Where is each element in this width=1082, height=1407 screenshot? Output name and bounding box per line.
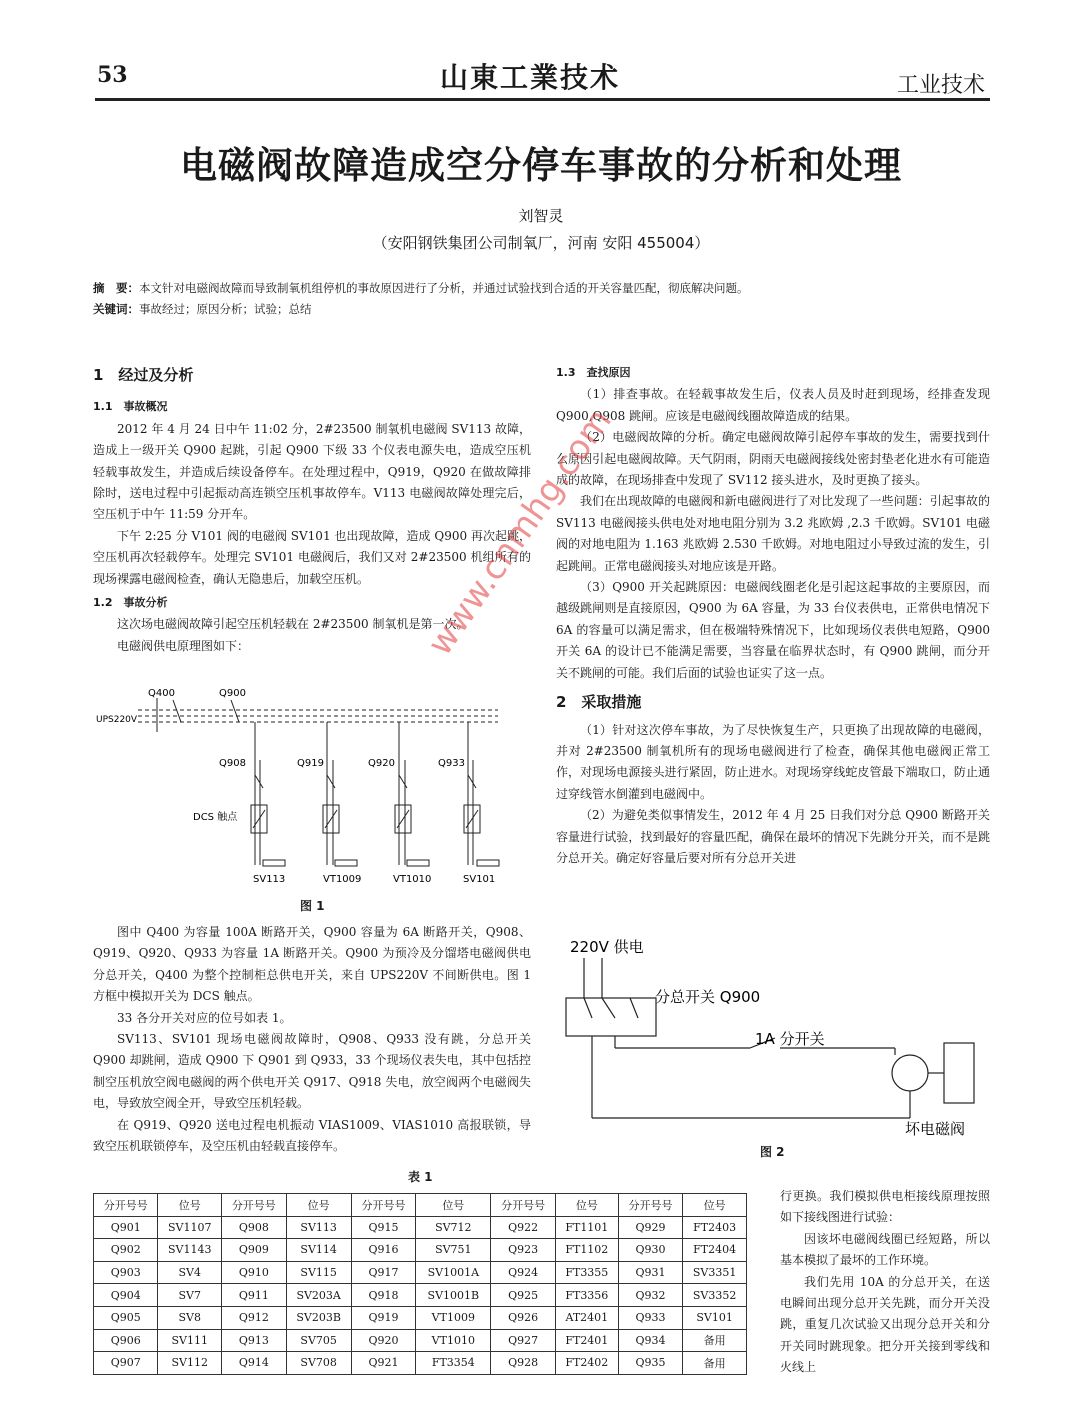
- table-row: [94, 1261, 747, 1284]
- table-cell: Q913: [222, 1329, 286, 1352]
- table-header-cell: 位号: [555, 1194, 618, 1217]
- paragraph: 下午 2:25 分 V101 阀的电磁阀 SV101 也出现故障，造成 Q900 再次起跳，空压机再次轻载停车。处理完 SV101 电磁阀后，我们又对 2#23500 机组所有的现场裸露电磁阀检查，确认无隐患后，加载空压机。: [93, 528, 531, 586]
- table-cell: Q934: [618, 1329, 682, 1352]
- paragraph: 行更换。我们模拟供电柜接线原理按照如下接线图进行试验：: [780, 1189, 990, 1225]
- table-cell: SV8: [158, 1306, 222, 1329]
- table-cell: Q928: [491, 1352, 555, 1375]
- table-header-cell: 分开号号: [351, 1194, 415, 1217]
- table-header-cell: 分开号号: [491, 1194, 555, 1217]
- table-header-cell: 位号: [158, 1194, 222, 1217]
- page-number: 53: [97, 62, 128, 88]
- valve-label: SV113: [253, 874, 286, 885]
- paragraph: 33 各分开关对应的位号如表 1。: [117, 1010, 292, 1025]
- table-cell: SV203B: [286, 1306, 351, 1329]
- table-cell: SV1107: [158, 1216, 222, 1239]
- main-switch-label: 分总开关 Q900: [655, 988, 761, 1006]
- table-cell: SV1001A: [416, 1261, 491, 1284]
- table-cell: SV114: [286, 1239, 351, 1262]
- section-1-2-heading: 1.2 事故分析: [93, 596, 168, 610]
- table-row: [94, 1352, 747, 1375]
- table-row: [94, 1284, 747, 1307]
- table-cell: SV4: [158, 1261, 222, 1284]
- table-cell: Q919: [351, 1306, 415, 1329]
- table-cell: Q929: [618, 1216, 682, 1239]
- paragraph: 我们在出现故障的电磁阀和新电磁阀进行了对比发现了一些问题：引起事故的 SV113 电磁阀接头供电处对地电阻分别为 3.2 兆欧姆 ,2.3 千欧姆。SV101 电磁阀的对地电阻为 1.163 兆欧姆 2.530 千欧姆。对地电阻过小导致过流的发生，引起跳闸。正常电磁阀接头对地应该是开路。: [556, 494, 990, 573]
- valve-label: SV101: [463, 874, 496, 885]
- table-cell: SV708: [286, 1352, 351, 1375]
- table-cell: Q911: [222, 1284, 286, 1307]
- table-cell: SV712: [416, 1216, 491, 1239]
- table-cell: Q920: [351, 1329, 415, 1352]
- author: 刘智灵: [518, 207, 564, 225]
- table-cell: Q933: [618, 1306, 682, 1329]
- paragraph: 这次场电磁阀故障引起空压机轻载在 2#23500 制氧机是第一次。: [117, 617, 469, 632]
- journal-name: 山東工業技术: [440, 61, 621, 94]
- table-cell: FT3356: [555, 1284, 618, 1307]
- paragraph: 图中 Q400 为容量 100A 断路开关，Q900 容量为 6A 断路开关，Q908、Q919、Q920、Q933 为容量 1A 断路开关。Q900 为预冷及分馏塔电磁阀供电分总开关，Q400 为整个控制柜总供电开关，来自 UPS220V 不间断供电。图 1 方框中模拟开关为 DCS 触点。: [93, 925, 531, 1004]
- ups-label: UPS220V: [96, 715, 138, 725]
- table-cell: Q923: [491, 1239, 555, 1262]
- branch-label: Q919: [297, 758, 324, 769]
- table-cell: SV705: [286, 1329, 351, 1352]
- table-cell: Q930: [618, 1239, 682, 1262]
- right-column-upper: [556, 360, 990, 869]
- table-row: [94, 1216, 747, 1239]
- table-cell: Q918: [351, 1284, 415, 1307]
- table-header-cell: 分开号号: [94, 1194, 158, 1217]
- paragraph: 我们先用 10A 的分总开关，在送电瞬间出现分总开关先跳，而分开关没跳，重复几次试验又出现分总开关和分开关同时跳现象。把分开关接到零线和火线上: [780, 1274, 990, 1375]
- table-cell: Q914: [222, 1352, 286, 1375]
- watermark: www.cnmhg.com: [420, 401, 620, 663]
- paragraph: 在 Q919、Q920 送电过程电机振动 VIAS1009、VIAS1010 高报联锁，导致空压机联锁停车，及空压机由轻载直接停车。: [93, 1117, 531, 1154]
- table-1: [93, 1193, 747, 1375]
- table-cell: 备用: [683, 1329, 747, 1352]
- branch-label: Q933: [438, 758, 465, 769]
- table-header-cell: 分开号号: [222, 1194, 286, 1217]
- figure-1-diagram: [93, 680, 533, 892]
- keywords: [93, 299, 993, 320]
- table-cell: SV3352: [683, 1284, 747, 1307]
- table-cell: SV112: [158, 1352, 222, 1375]
- table-cell: Q927: [491, 1329, 555, 1352]
- table-header-cell: 位号: [683, 1194, 747, 1217]
- table-cell: FT1101: [555, 1216, 618, 1239]
- table-cell: Q907: [94, 1352, 158, 1375]
- table-cell: Q908: [222, 1216, 286, 1239]
- bad-valve-label: 坏电磁阀: [905, 1120, 966, 1138]
- table-cell: Q926: [491, 1306, 555, 1329]
- table-header-row: [94, 1194, 747, 1217]
- valve-label: VT1010: [393, 874, 432, 885]
- table-header-cell: 分开号号: [618, 1194, 682, 1217]
- figure-1-caption: 图 1: [300, 899, 325, 913]
- affiliation: （安阳钢铁集团公司制氧厂，河南 安阳 455004）: [372, 234, 710, 252]
- paragraph: （1）针对这次停车事故，为了尽快恢复生产，只更换了出现故障的电磁阀，并对 2#23500 制氧机所有的现场电磁阀进行了检查，确保其他电磁阀正常工作，对现场电源接头进行紧固，防止进水。对现场穿线蛇皮管最下端取口，防止通过穿线管水倒灌到电磁阀中。: [556, 722, 990, 801]
- figure-2-caption: 图 2: [760, 1145, 785, 1159]
- table-cell: Q935: [618, 1352, 682, 1375]
- abstract-block: [93, 278, 993, 320]
- section-1-3-heading: 1.3 查找原因: [556, 366, 631, 379]
- abstract-text: 本文针对电磁阀故障而导致制氧机组停机的事故原因进行了分析，并通过试验找到合适的开关容量匹配，彻底解决问题。: [139, 281, 749, 295]
- table-cell: SV101: [683, 1306, 747, 1329]
- table-cell: FT2402: [555, 1352, 618, 1375]
- table-cell: Q931: [618, 1261, 682, 1284]
- branch-switch-label: 1A 分开关: [755, 1030, 825, 1048]
- table-cell: SV203A: [286, 1284, 351, 1307]
- table-cell: Q906: [94, 1329, 158, 1352]
- paragraph: （2）电磁阀故障的分析。确定电磁阀故障引起停车事故的发生，需要找到什么原因引起电磁阀故障。天气阴雨，阴雨天电磁阀接线处密封垫老化进水有可能造成的故障，在现场排查中发现了 SV112 接头进水，及时更换了接头。: [556, 430, 990, 488]
- keywords-label: 关键词：: [93, 302, 139, 316]
- paragraph: 2012 年 4 月 24 日中午 11:02 分，2#23500 制氧机电磁阀 SV113 故障，造成上一级开关 Q900 起跳，引起 Q900 下级 33 个仪表电源失电，造成空压机轻载事故发生，并造成后续设备停车。在处理过程中，Q919，Q920 在做故障排除时，送电过程中引起振动高连锁空压机事故停车。V113 电磁阀故障处理完后，空压机于中午 11:59 分开车。: [93, 421, 531, 522]
- table-cell: Q916: [351, 1239, 415, 1262]
- paragraph: （1）排查事故。在轻载事故发生后，仪表人员及时赶到现场，经排查发现 Q900,Q908 跳闸。应该是电磁阀线圈故障造成的结果。: [556, 387, 990, 423]
- article-title: 电磁阀故障造成空分停车事故的分析和处理: [180, 143, 902, 187]
- table-cell: FT3354: [416, 1352, 491, 1375]
- table-cell: 备用: [683, 1352, 747, 1375]
- table-cell: SV113: [286, 1216, 351, 1239]
- table-cell: VT1009: [416, 1306, 491, 1329]
- table-cell: Q921: [351, 1352, 415, 1375]
- table-cell: Q902: [94, 1239, 158, 1262]
- table-cell: Q925: [491, 1284, 555, 1307]
- section-tag: 工业技术: [896, 73, 985, 98]
- table-body: [94, 1216, 747, 1374]
- table-cell: SV111: [158, 1329, 222, 1352]
- abstract: [93, 278, 993, 299]
- table-cell: FT2403: [683, 1216, 747, 1239]
- table-cell: Q910: [222, 1261, 286, 1284]
- left-column-lower: [93, 922, 531, 1157]
- header-rule: [95, 98, 990, 101]
- paragraph: SV113、SV101 现场电磁阀故障时，Q908、Q933 没有跳，分总开关 Q900 却跳闸，造成 Q900 下 Q901 到 Q933，33 个现场仪表失电，其中包括控制空压机放空阀电磁阀的两个供电开关 Q917、Q918 失电，放空阀两个电磁阀失电，导致放空阀全开，导致空压机轻载。: [93, 1032, 531, 1111]
- table-cell: Q909: [222, 1239, 286, 1262]
- keywords-text: 事故经过；原因分析；试验；总结: [139, 302, 312, 316]
- paragraph: （3）Q900 开关起跳原因：电磁阀线圈老化是引起这起事故的主要原因，而越级跳闸则是直接原因，Q900 为 6A 容量，为 33 台仪表供电，正常供电情况下 6A 的容量可以满足需求，但在极端特殊情况下，比如现场仪表供电短路，Q900 开关 6A 的设计已不能满足需要，当容量在临界状态时，有 Q900 跳闸，而分开关不跳闸的可能。我们后面的试验也证实了这一点。: [556, 580, 990, 680]
- figure-2-diagram: [560, 928, 990, 1143]
- section-1-heading: 1 经过及分析: [93, 366, 194, 384]
- table-cell: Q915: [351, 1216, 415, 1239]
- abstract-label: 摘 要：: [93, 281, 139, 295]
- table-cell: SV1001B: [416, 1284, 491, 1307]
- right-column-tail: [780, 1186, 990, 1379]
- paragraph: 电磁阀供电原理图如下：: [117, 638, 250, 653]
- table-cell: Q901: [94, 1216, 158, 1239]
- table-cell: FT3355: [555, 1261, 618, 1284]
- table-header-cell: 位号: [286, 1194, 351, 1217]
- table-header-cell: 位号: [416, 1194, 491, 1217]
- paragraph: （2）为避免类似事情发生，2012 年 4 月 25 日我们对分总 Q900 断路开关容量进行试验，找到最好的容量匹配，确保在最坏的情况下先跳分开关，而不是跳分总开关。确定好容量后要对所有分总开关进: [556, 808, 990, 865]
- table-row: [94, 1239, 747, 1262]
- q400-label: Q400: [148, 688, 175, 699]
- table-cell: SV1143: [158, 1239, 222, 1262]
- table-cell: SV115: [286, 1261, 351, 1284]
- table-cell: Q932: [618, 1284, 682, 1307]
- table-cell: FT1102: [555, 1239, 618, 1262]
- valve-label: VT1009: [323, 874, 362, 885]
- table-cell: Q922: [491, 1216, 555, 1239]
- section-1-1-heading: 1.1 事故概况: [93, 400, 168, 414]
- table-cell: Q903: [94, 1261, 158, 1284]
- table-cell: FT2404: [683, 1239, 747, 1262]
- branch-label: Q908: [219, 758, 246, 769]
- table-1-caption: 表 1: [408, 1170, 433, 1184]
- supply-label: 220V 供电: [570, 938, 644, 956]
- table-cell: SV751: [416, 1239, 491, 1262]
- table-cell: Q905: [94, 1306, 158, 1329]
- table-row: [94, 1306, 747, 1329]
- table-cell: Q917: [351, 1261, 415, 1284]
- dcs-label: DCS 触点: [193, 812, 238, 823]
- table-cell: SV7: [158, 1284, 222, 1307]
- table-row: [94, 1329, 747, 1352]
- table-cell: FT2401: [555, 1329, 618, 1352]
- table-cell: SV3351: [683, 1261, 747, 1284]
- q900-label: Q900: [219, 688, 246, 699]
- table-cell: Q912: [222, 1306, 286, 1329]
- paragraph: 因该坏电磁阀线圈已经短路，所以基本模拟了最坏的工作环境。: [780, 1231, 990, 1268]
- table-cell: Q924: [491, 1261, 555, 1284]
- table-cell: VT1010: [416, 1329, 491, 1352]
- branch-label: Q920: [368, 758, 395, 769]
- section-2-heading: 2 采取措施: [556, 693, 642, 712]
- table-cell: Q904: [94, 1284, 158, 1307]
- table-cell: AT2401: [555, 1306, 618, 1329]
